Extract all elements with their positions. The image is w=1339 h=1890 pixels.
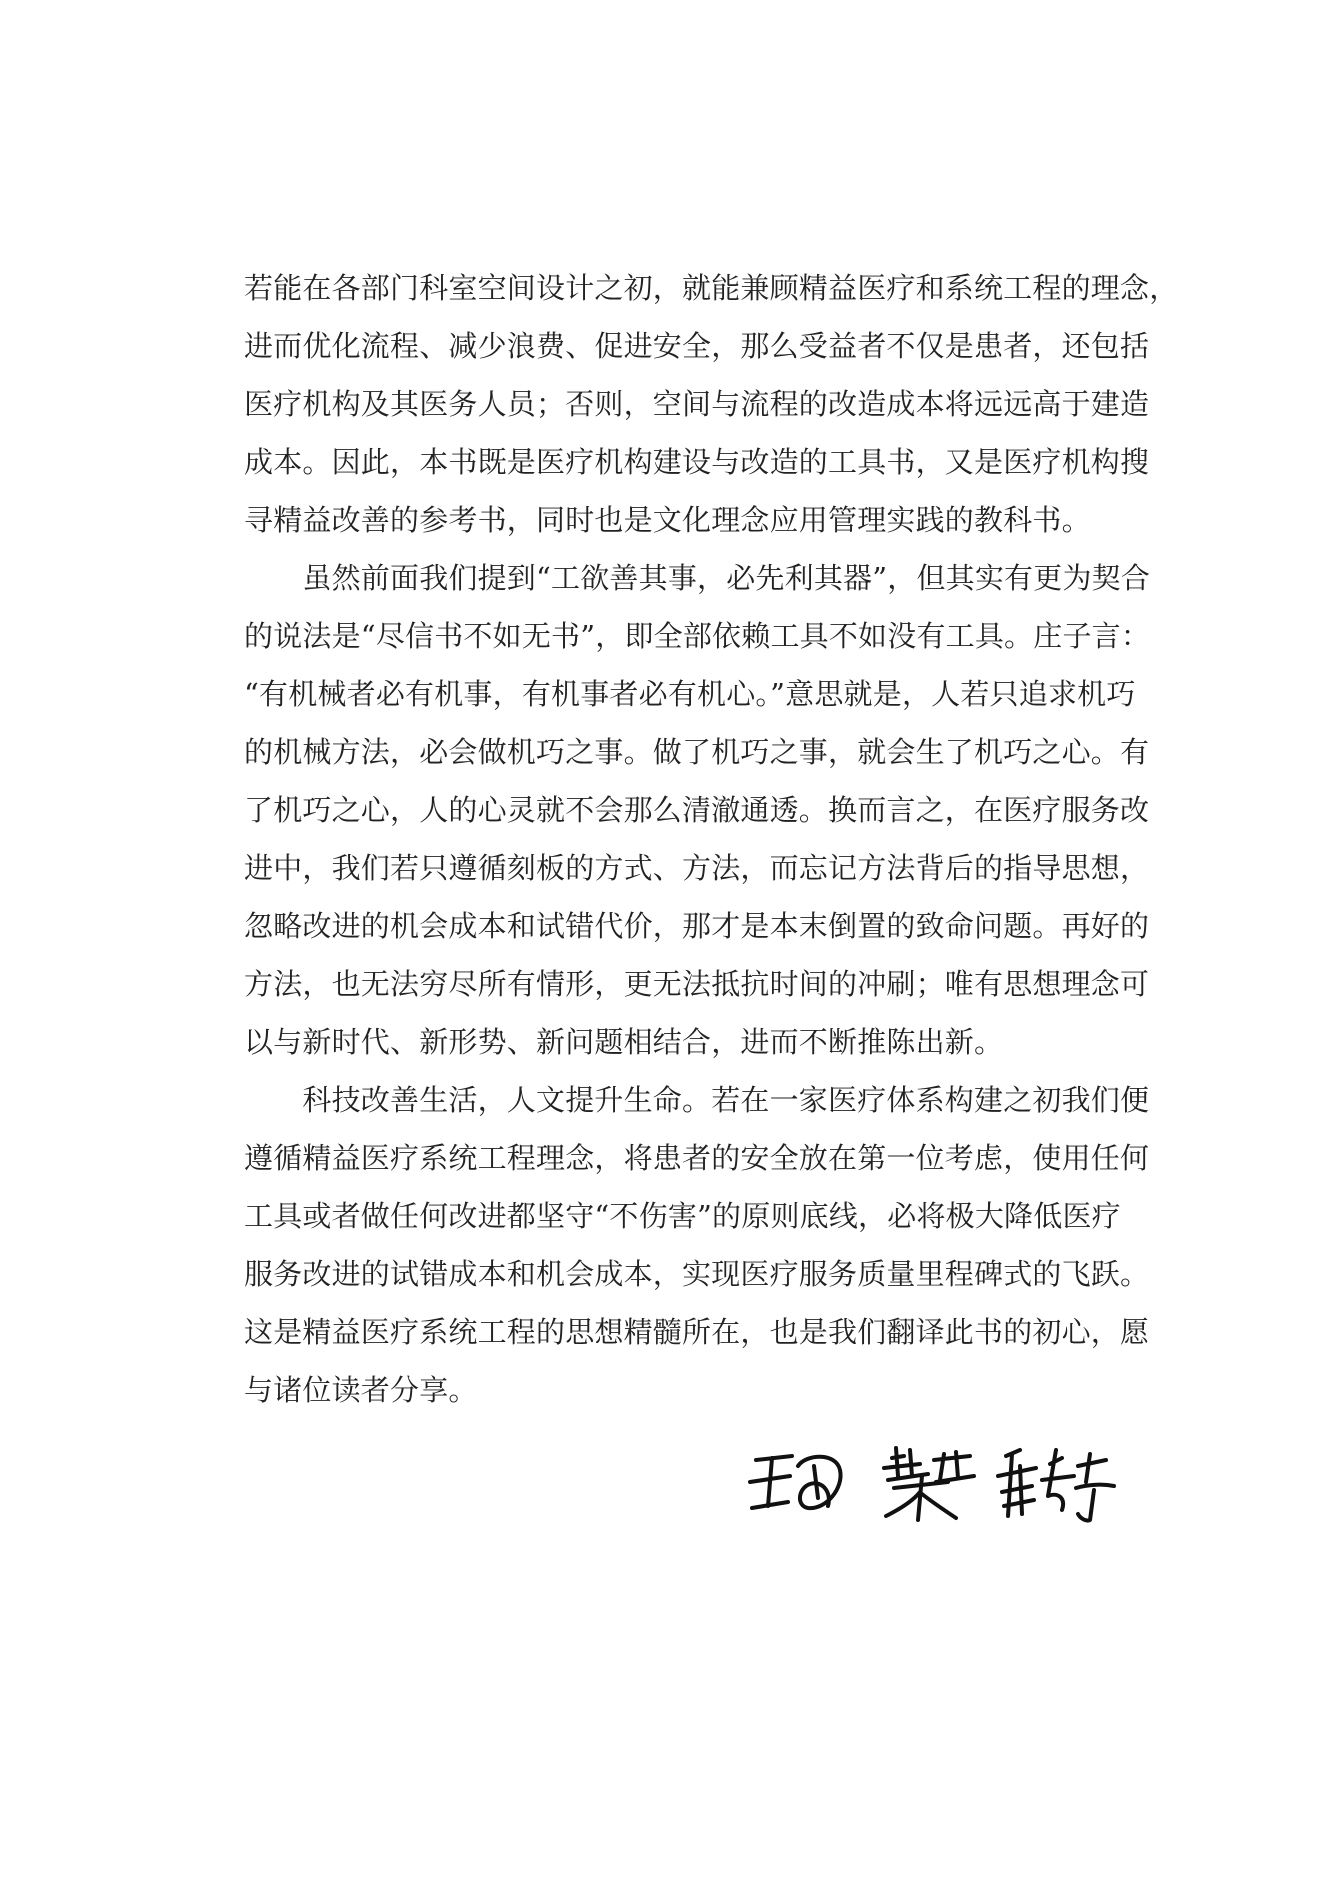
signature-drawing [744,1436,1144,1526]
text-line: 寻精益改善的参考书，同时也是文化理念应用管理实践的教科书。 [244,503,1091,537]
text-line: “有机械者必有机事，有机事者必有机心。”意思就是，人若只追求机巧 [244,677,1136,711]
text-line: 与诸位读者分享。 [244,1373,478,1407]
signature-3 [998,1450,1114,1521]
text-line: 遵循精益医疗系统工程理念，将患者的安全放在第一位考虑，使用任何 [244,1141,1150,1175]
text-line: 若能在各部门科室空间设计之初，就能兼顾精益医疗和系统工程的理念， [244,271,1179,305]
text-line: 以与新时代、新形势、新问题相结合，进而不断推陈出新。 [244,1025,1004,1059]
text-line: 服务改进的试错成本和机会成本，实现医疗服务质量里程碑式的飞跃。 [244,1257,1150,1291]
text-line: 了机巧之心，人的心灵就不会那么清澈通透。换而言之，在医疗服务改 [244,793,1150,827]
text-line: 进中，我们若只遵循刻板的方式、方法，而忘记方法背后的指导思想， [244,851,1150,885]
text-line: 的说法是“尽信书不如无书”，即全部依赖工具不如没有工具。庄子言： [244,619,1151,653]
text-line: 科技改善生活，人文提升生命。若在一家医疗体系构建之初我们便 [244,1083,1150,1117]
paragraph-3 [244,1071,1150,1419]
document-body [244,259,1179,1419]
text-line: 成本。因此，本书既是医疗机构建设与改造的工具书，又是医疗机构搜 [244,445,1150,479]
text-line: 这是精益医疗系统工程的思想精髓所在，也是我们翻译此书的初心，愿 [244,1315,1150,1349]
text-line: 方法，也无法穷尽所有情形，更无法抵抗时间的冲刷；唯有思想理念可 [244,967,1150,1001]
signature-2 [884,1448,974,1520]
text-line: 的机械方法，必会做机巧之事。做了机巧之事，就会生了机巧之心。有 [244,735,1150,769]
paragraph-2 [244,549,1151,1071]
text-line: 虽然前面我们提到“工欲善其事，必先利其器”，但其实有更为契合 [244,561,1151,595]
text-line: 忽略改进的机会成本和试错代价，那才是本末倒置的致命问题。再好的 [244,909,1150,943]
text-line: 工具或者做任何改进都坚守“不伤害”的原则底线，必将极大降低医疗 [244,1199,1121,1233]
text-line: 进而优化流程、减少浪费、促进安全，那么受益者不仅是患者，还包括 [244,329,1150,363]
signature-1 [750,1456,841,1508]
paragraph-1 [244,259,1179,549]
handwritten-signatures [744,1436,1144,1526]
text-line: 医疗机构及其医务人员；否则，空间与流程的改造成本将远远高于建造 [244,387,1150,421]
